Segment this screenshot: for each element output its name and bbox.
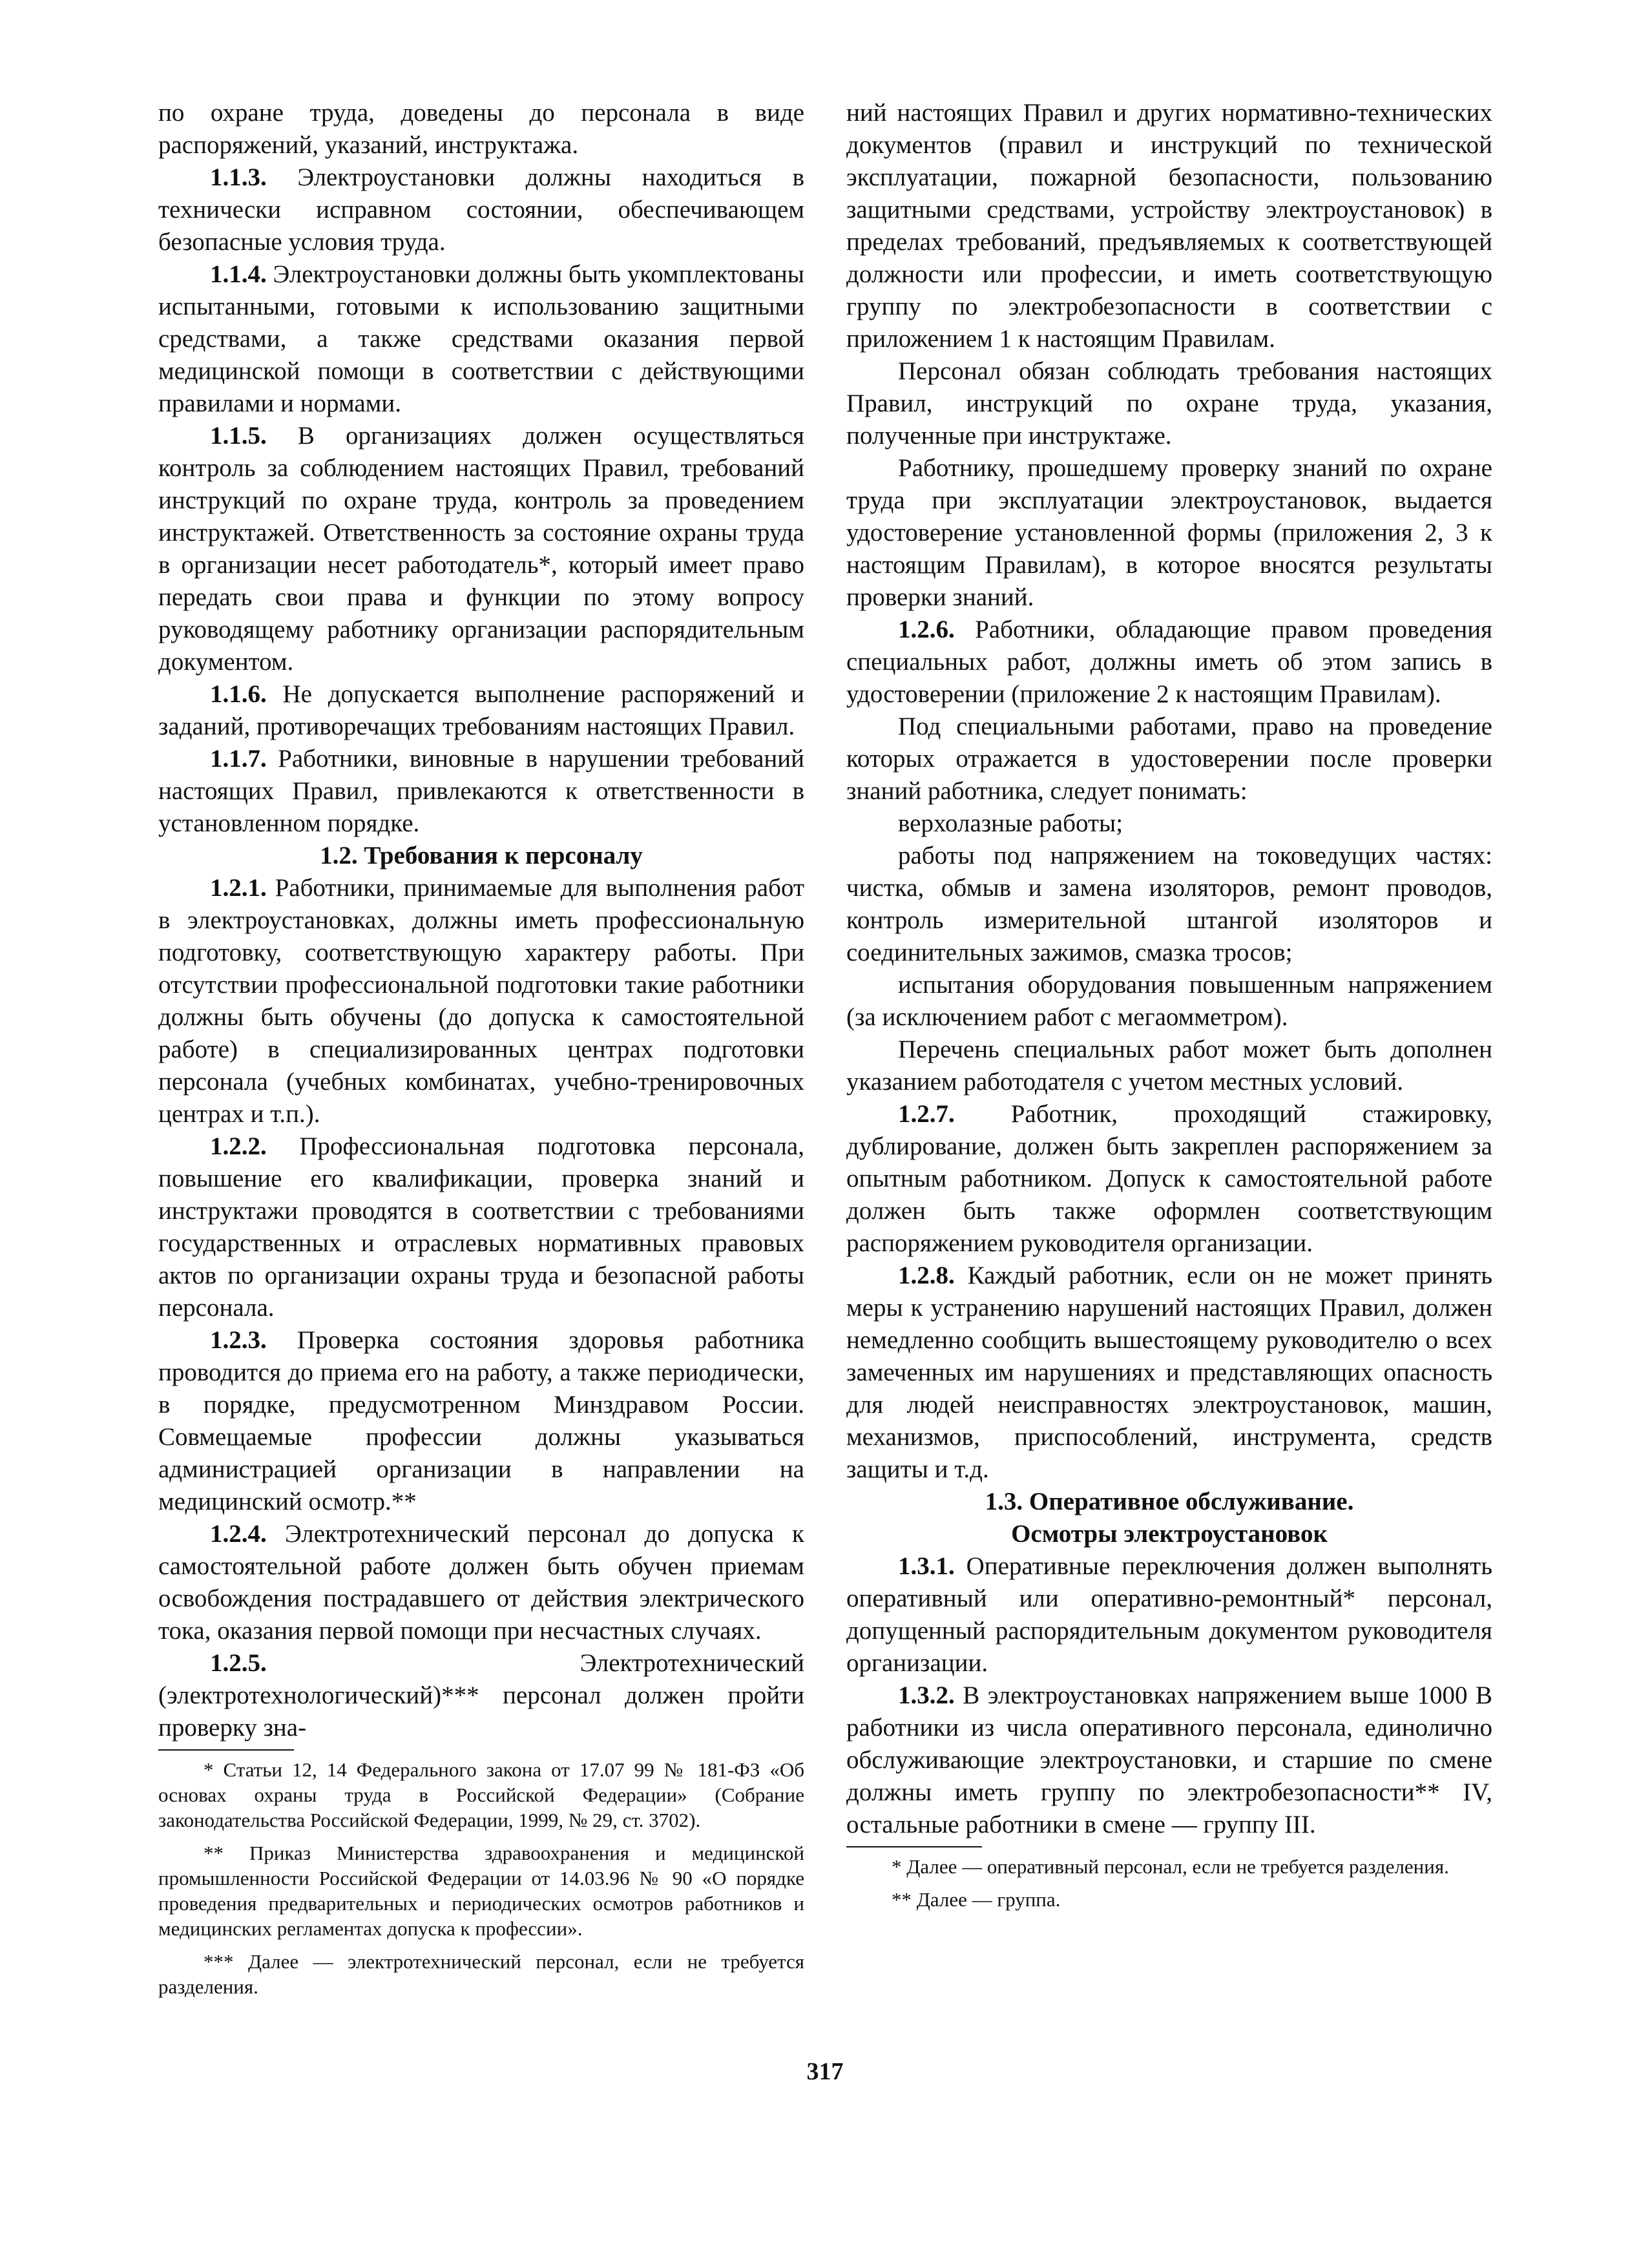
- page-number: 317: [806, 2058, 844, 2085]
- paragraph-text: Работник, проходящий стажировку, дублирование, должен быть закреплен распоряжением за опытным работником. Допуск к самостоятельной работе должен быть также оформлен соответствующим распоряжением руководителя организации.: [846, 1100, 1492, 1257]
- footnote: ** Приказ Министерства здравоохранения и медицинской промышленности Российской Федерации от 14.03.96 № 90 «О порядке проведения предварительных и периодических осмотров работников и медицинских регламентах допуска к профессии».: [158, 1842, 804, 1940]
- paragraph: Перечень специальных работ может быть дополнен указанием работодателя с учетом местных условий.: [846, 1035, 1492, 1096]
- clause-number: 1.2.3.: [210, 1326, 267, 1354]
- section-heading-line: 1.3. Оперативное обслуживание.: [985, 1488, 1354, 1515]
- paragraph-text: В организациях должен осуществляться контроль за соблюдением настоящих Правил, требований инструкций по охране труда, контроль за проведением инструктажей. Ответственность за состояние охраны труда в организации несет работодатель*, который имеет право передать свои права и функции по этому вопросу руководящему работнику организации распорядительным документом.: [158, 422, 804, 676]
- left-column: [158, 97, 804, 1999]
- clause-number: 1.1.4.: [210, 260, 267, 288]
- paragraph-text: Каждый работник, если он не может принять меры к устранению нарушений настоящих Правил, должен немедленно сообщить вышестоящему руководителю о всех замеченных им нарушениях и представляющих опасность для людей неисправностях электроустановок, машин, механизмов, приспособлений, инструмента, средств защиты и т.д.: [846, 1262, 1492, 1483]
- paragraph: [846, 1550, 1492, 1680]
- list-item: работы под напряжением на токоведущих частях: чистка, обмыв и замена изоляторов, ремонт проводов, контроль измерительной штангой изоляторов и соединительных зажимов, смазка тросов;: [846, 842, 1492, 966]
- paragraph: Под специальными работами, право на проведение которых отражается в удостоверении после проверки знаний работника, следует понимать:: [846, 713, 1492, 805]
- clause-number: 1.2.2.: [210, 1132, 267, 1160]
- paragraph: [846, 614, 1492, 711]
- paragraph: по охране труда, доведены до персонала в виде распоряжений, указаний, инструктажа.: [158, 99, 804, 159]
- paragraph: [846, 1098, 1492, 1260]
- paragraph-text: Оперативные переключения должен выполнять оперативный или оперативно-ремонтный* персонал, допущенный распорядительным документом руководителя организации.: [846, 1552, 1492, 1677]
- footnote: ** Далее — группа.: [892, 1888, 1061, 1911]
- clause-number: 1.2.7.: [898, 1100, 955, 1128]
- paragraph-text: Работники, обладающие правом проведения специальных работ, должны иметь об этом запись в удостоверении (приложение 2 к настоящим Правилам).: [846, 616, 1492, 708]
- section-heading-line: Осмотры электроустановок: [1011, 1520, 1328, 1548]
- paragraph: [846, 1260, 1492, 1486]
- paragraph-text: Электротехнический персонал до допуска к самостоятельной работе должен быть обучен приемам освобождения пострадавшего от действия электрического тока, оказания первой помощи при несчастных случаях.: [158, 1520, 804, 1645]
- paragraph: Работнику, прошедшему проверку знаний по охране труда при эксплуатации электроустановок, выдается удостоверение установленной формы (приложения 2, 3 к настоящим Правилам), в которое вносятся результаты проверки знаний.: [846, 454, 1492, 611]
- clause-number: 1.1.7.: [210, 745, 267, 773]
- paragraph: [158, 1324, 804, 1518]
- list-item: верхолазные работы;: [898, 809, 1123, 837]
- footnote-divider: [158, 1749, 294, 1751]
- paragraph-text: Работники, принимаемые для выполнения работ в электроустановках, должны иметь профессиональную подготовку, соответствующую характеру работы. При отсутствии профессиональной подготовки такие работники должны быть обучены (до допуска к самостоятельной работе) в специализированных центрах подготовки персонала (учебных комбинатах, учебно-тренировочных центрах и т.п.).: [158, 874, 804, 1128]
- paragraph: Персонал обязан соблюдать требования настоящих Правил, инструкций по охране труда, указания, полученные при инструктаже.: [846, 357, 1492, 450]
- paragraph: [158, 420, 804, 678]
- clause-number: 1.1.3.: [210, 163, 267, 191]
- clause-number: 1.2.6.: [898, 616, 955, 643]
- footnote: * Статьи 12, 14 Федерального закона от 17.07 99 № 181-ФЗ «Об основах охраны труда в Российской Федерации» (Собрание законодательства Российской Федерации, 1999, № 29, ст. 3702).: [158, 1758, 804, 1831]
- paragraph-text: Работники, виновные в нарушении требований настоящих Правил, привлекаются к ответственности в установленном порядке.: [158, 745, 804, 837]
- paragraph-text: Не допускается выполнение распоряжений и заданий, противоречащих требованиям настоящих Правил.: [158, 680, 804, 740]
- clause-number: 1.1.5.: [210, 422, 267, 450]
- footnote: *** Далее — электротехнический персонал, если не требуется разделения.: [158, 1950, 804, 1998]
- clause-number: 1.1.6.: [210, 680, 267, 708]
- clause-number: 1.2.5.: [210, 1649, 267, 1677]
- paragraph: [158, 258, 804, 420]
- paragraph-text: Электроустановки должны находиться в технически исправном состоянии, обеспечивающем безопасные условия труда.: [158, 163, 804, 256]
- paragraph: ний настоящих Правил и других нормативно-технических документов (правил и инструкций по технической эксплуатации, пожарной безопасности, пользованию защитными средствами, устройству электроустановок) в пределах требований, предъявляемых к соответствующей должности или профессии, и иметь соответствующую группу по электробезопасности в соответствии с приложением 1 к настоящим Правилам.: [846, 99, 1492, 353]
- paragraph-text: Электротехнический (электротехнологический)*** персонал должен пройти проверку зна-: [158, 1649, 804, 1742]
- paragraph: [158, 678, 804, 743]
- section-heading: 1.2. Требования к персоналу: [320, 842, 643, 869]
- clause-number: 1.2.1.: [210, 874, 267, 902]
- list-item: испытания оборудования повышенным напряжением (за исключением работ с мегаомметром).: [846, 971, 1492, 1031]
- paragraph: [846, 1680, 1492, 1841]
- paragraph-text: Профессиональная подготовка персонала, повышение его квалификации, проверка знаний и инструктажи проводятся в соответствии с требованиями государственных и отраслевых нормативных правовых актов по организации охраны труда и безопасной работы персонала.: [158, 1132, 804, 1322]
- paragraph-text: Проверка состояния здоровья работника проводится до приема его на работу, а также периодически, в порядке, предусмотренном Минздравом России. Совмещаемые профессии должны указываться администрацией организации в направлении на медицинский осмотр.**: [158, 1326, 804, 1515]
- clause-number: 1.2.4.: [210, 1520, 267, 1548]
- right-column: [846, 97, 1492, 1912]
- paragraph: [158, 743, 804, 840]
- paragraph: [158, 1518, 804, 1647]
- paragraph: [158, 1130, 804, 1324]
- paragraph: [158, 1647, 804, 1744]
- clause-number: 1.2.8.: [898, 1262, 955, 1289]
- paragraph: [158, 872, 804, 1130]
- clause-number: 1.3.2.: [898, 1681, 955, 1709]
- section-heading: [846, 1486, 1492, 1550]
- footnote: * Далее — оперативный персонал, если не требуется разделения.: [892, 1855, 1449, 1878]
- paragraph-text: В электроустановках напряжением выше 1000 В работники из числа оперативного персонала, единолично обслуживающие электроустановки, и старшие по смене должны иметь группу по электробезопасности** IV, остальные работники в смене — группу III.: [846, 1681, 1492, 1838]
- paragraph-text: Электроустановки должны быть укомплектованы испытанными, готовыми к использованию защитными средствами, а также средствами оказания первой медицинской помощи в соответствии с действующими правилами и нормами.: [158, 260, 804, 417]
- clause-number: 1.3.1.: [898, 1552, 955, 1580]
- paragraph: [158, 161, 804, 258]
- footnote-divider: [846, 1846, 982, 1847]
